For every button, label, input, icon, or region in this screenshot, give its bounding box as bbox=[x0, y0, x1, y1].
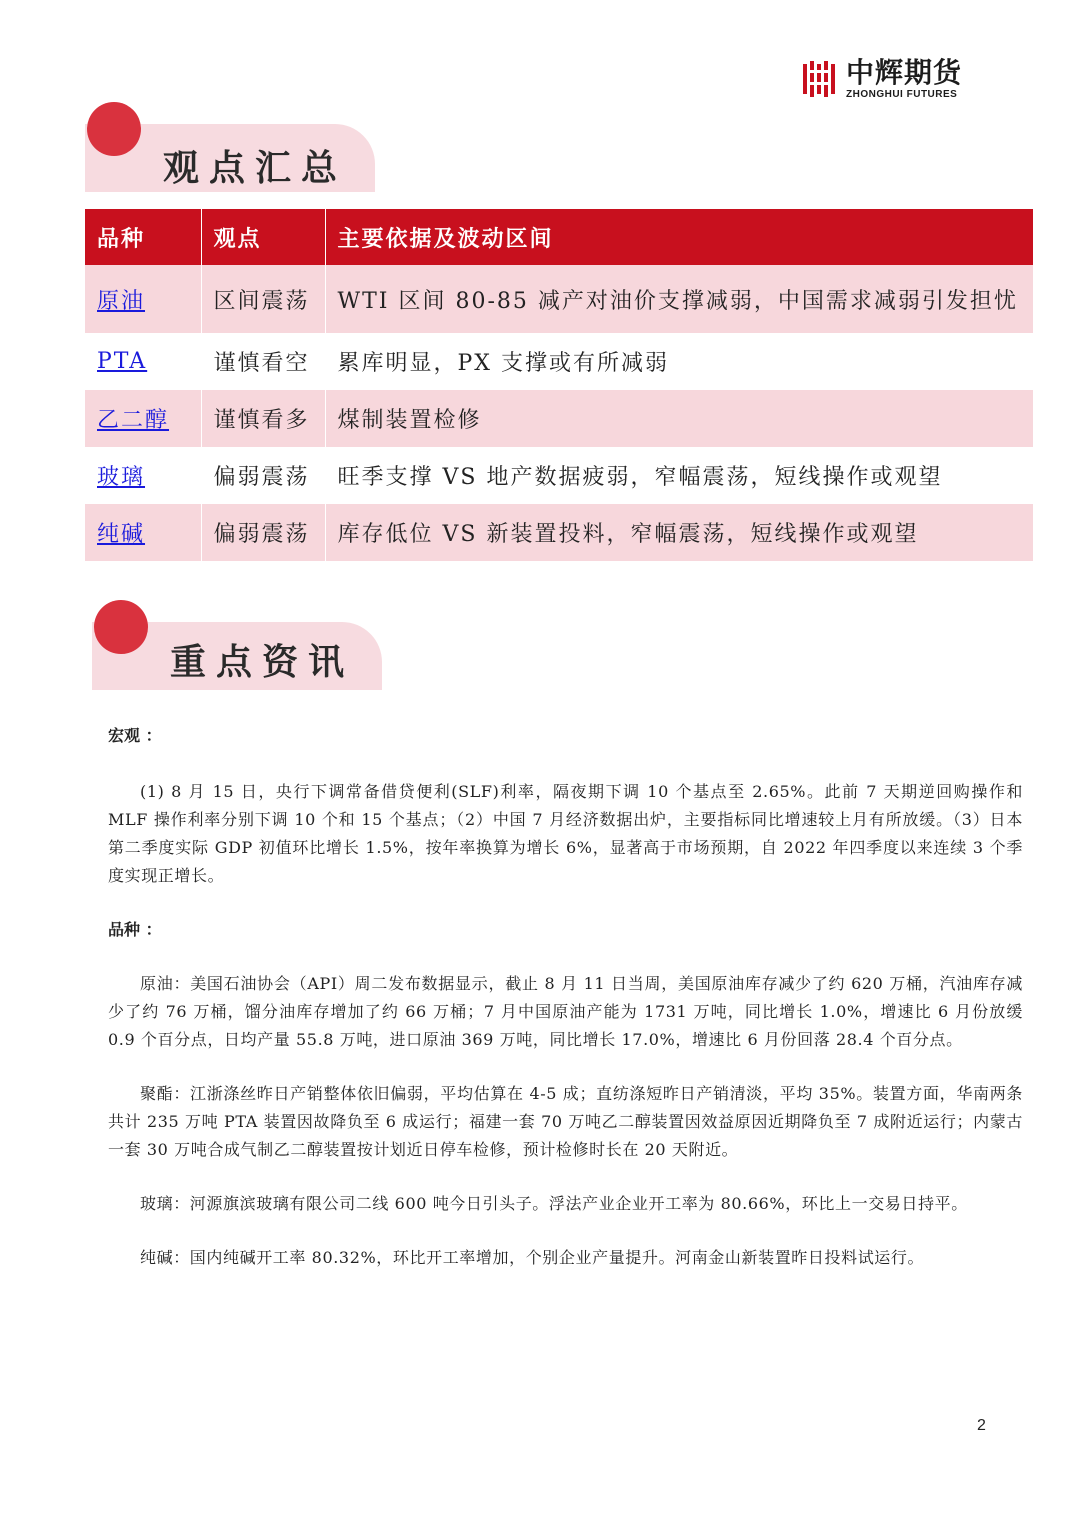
basis-cell: 累库明显，PX 支撑或有所减弱 bbox=[325, 333, 1033, 390]
table-header-row bbox=[85, 209, 1033, 265]
basis-cell: 煤制装置检修 bbox=[325, 390, 1033, 447]
polyester-paragraph: 聚酯：江浙涤丝昨日产销整体依旧偏弱，平均估算在 4-5 成；直纺涤短昨日产销清淡，平均 35%。装置方面，华南两条共计 235 万吨 PTA 装置因故降负至 6 成运行；福建一套 70 万吨乙二醇装置因效益原因近期降负至 7 成附近运行；内蒙古一套 30 万吨合成气制乙二醇装置按计划近日停车检修，预计检修时长在 20 天附近。 bbox=[108, 1084, 1023, 1159]
variety-cell bbox=[85, 504, 201, 561]
view-cell: 偏弱震荡 bbox=[201, 504, 325, 561]
view-cell: 谨慎看空 bbox=[201, 333, 325, 390]
soda-paragraph: 纯碱：国内纯碱开工率 80.32%，环比开工率增加，个别企业产量提升。河南金山新装置昨日投料试运行。 bbox=[140, 1248, 925, 1267]
section-header-summary bbox=[85, 102, 385, 194]
variety-cell bbox=[85, 390, 201, 447]
basis-cell: 库存低位 VS 新装置投料，窄幅震荡，短线操作或观望 bbox=[325, 504, 1033, 561]
section-title: 观点汇总 bbox=[163, 147, 348, 189]
news-body bbox=[108, 722, 1023, 1272]
variety-cell bbox=[85, 333, 201, 390]
section-header-news bbox=[92, 600, 392, 692]
logo-name-cn: 中辉期货 bbox=[846, 56, 963, 89]
table-row bbox=[85, 390, 1033, 447]
view-cell: 偏弱震荡 bbox=[201, 447, 325, 504]
view-cell: 区间震荡 bbox=[201, 265, 325, 333]
header-view: 观点 bbox=[201, 209, 325, 265]
table-row bbox=[85, 447, 1033, 504]
variety-link[interactable]: 纯碱 bbox=[97, 522, 146, 547]
company-logo bbox=[802, 58, 982, 102]
logo-grid-icon bbox=[802, 60, 840, 98]
section-title: 重点资讯 bbox=[170, 641, 355, 683]
variety-link[interactable]: 原油 bbox=[97, 288, 146, 314]
variety-link[interactable]: 乙二醇 bbox=[97, 408, 170, 433]
header-basis: 主要依据及波动区间 bbox=[325, 209, 1033, 265]
glass-paragraph: 玻璃：河源旗滨玻璃有限公司二线 600 吨今日引头子。浮法产业企业开工率为 80.66%，环比上一交易日持平。 bbox=[140, 1194, 968, 1213]
variety-label: 品种 ： bbox=[108, 920, 162, 939]
variety-cell bbox=[85, 447, 201, 504]
table-row bbox=[85, 504, 1033, 561]
macro-label: 宏观 ： bbox=[108, 726, 162, 745]
basis-cell: WTI 区间 80-85 减产对油价支撑减弱，中国需求减弱引发担忧 bbox=[325, 265, 1033, 333]
header-variety: 品种 bbox=[85, 209, 201, 265]
view-summary-table bbox=[85, 209, 1033, 561]
crude-paragraph: 原油：美国石油协会（API）周二发布数据显示，截止 8 月 11 日当周，美国原油库存减少了约 620 万桶，汽油库存减少了约 76 万桶，馏分油库存增加了约 66 万桶；7 月中国原油产能为 1731 万吨，同比增长 1.0%，增速比 6 月份放缓 0.9 个百分点，日均产量 55.8 万吨，进口原油 369 万吨，同比增长 17.0%，增速比 6 月份回落 28.4 个百分点。 bbox=[108, 974, 1023, 1049]
variety-link[interactable]: 玻璃 bbox=[97, 465, 146, 490]
table-row bbox=[85, 333, 1033, 390]
page-number: 2 bbox=[977, 1417, 986, 1434]
section-dot-icon bbox=[87, 102, 141, 156]
logo-name-en: ZHONGHUI FUTURES bbox=[846, 89, 958, 100]
macro-paragraph: (1) 8 月 15 日，央行下调常备借贷便利(SLF)利率，隔夜期下调 10 个基点至 2.65%。此前 7 天期逆回购操作和 MLF 操作利率分别下调 10 个和 15 个基点；（2）中国 7 月经济数据出炉，主要指标同比增速较上月有所放缓。（3）日本第二季度实际 GDP 初值环比增长 1.5%，按年率换算为增长 6%，显著高于市场预期，自 2022 年四季度以来连续 3 个季度实现正增长。 bbox=[108, 782, 1023, 885]
basis-cell: 旺季支撑 VS 地产数据疲弱，窄幅震荡，短线操作或观望 bbox=[325, 447, 1033, 504]
variety-link[interactable]: PTA bbox=[97, 349, 148, 374]
view-cell: 谨慎看多 bbox=[201, 390, 325, 447]
variety-cell bbox=[85, 265, 201, 333]
table-row bbox=[85, 265, 1033, 333]
section-dot-icon bbox=[94, 600, 148, 654]
